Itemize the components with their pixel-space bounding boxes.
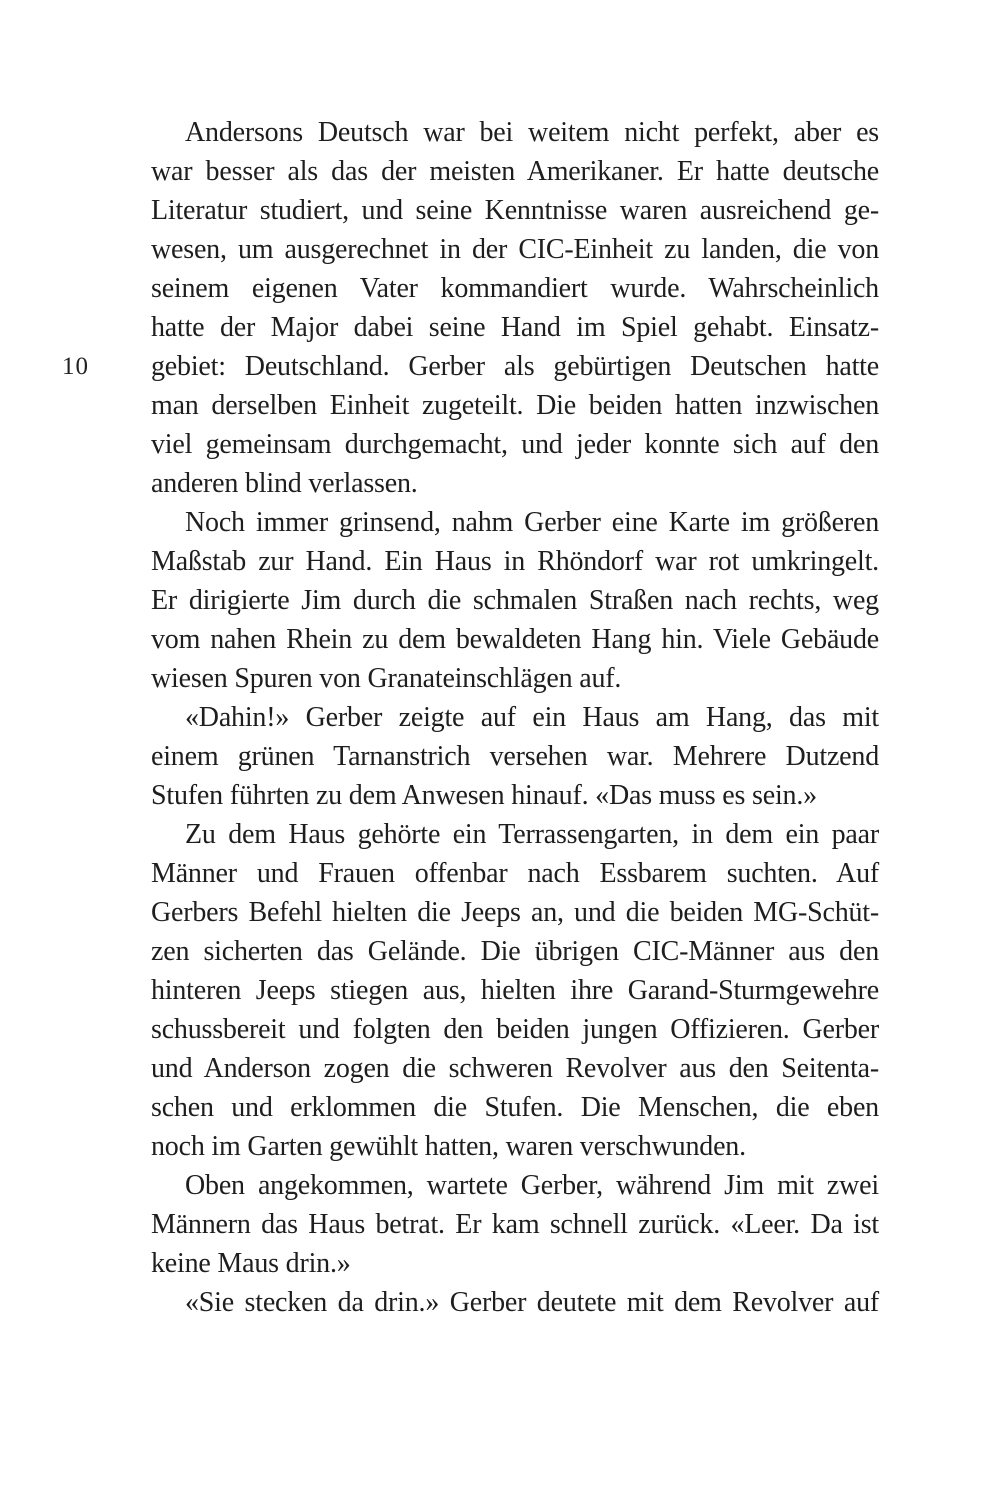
text-line: und Anderson zogen die schweren Revolver aus den Seitenta-: [151, 1053, 879, 1084]
text-line: Stufen führten zu dem Anwesen hinauf. «Das muss es sein.»: [151, 780, 817, 811]
text-line: Oben angekommen, wartete Gerber, während Jim mit zwei: [185, 1170, 879, 1201]
text-line: vom nahen Rhein zu dem bewaldeten Hang hin. Viele Gebäude: [151, 624, 879, 655]
text-line: man derselben Einheit zugeteilt. Die beiden hatten inzwischen: [151, 390, 879, 421]
text-line: hinteren Jeeps stiegen aus, hielten ihre Garand-Sturmgewehre: [151, 975, 879, 1006]
text-line: gebiet: Deutschland. Gerber als gebürtigen Deutschen hatte: [151, 351, 879, 382]
paragraph: [151, 698, 879, 815]
page-number: 10: [62, 353, 89, 380]
paragraph: [151, 1166, 879, 1283]
paragraph: [151, 815, 879, 1166]
text-line: viel gemeinsam durchgemacht, und jeder konnte sich auf den: [151, 429, 879, 460]
text-line: schussbereit und folgten den beiden jungen Offizieren. Gerber: [151, 1014, 879, 1045]
text-line: Männern das Haus betrat. Er kam schnell zurück. «Leer. Da ist: [151, 1209, 879, 1240]
text-line: schen und erklommen die Stufen. Die Menschen, die eben: [151, 1092, 879, 1123]
text-line: «Dahin!» Gerber zeigte auf ein Haus am Hang, das mit: [185, 702, 879, 733]
text-line: «Sie stecken da drin.» Gerber deutete mit dem Revolver auf: [185, 1287, 879, 1318]
text-line: Maßstab zur Hand. Ein Haus in Rhöndorf war rot umkringelt.: [151, 546, 879, 577]
text-line: noch im Garten gewühlt hatten, waren verschwunden.: [151, 1131, 746, 1162]
text-line: seinem eigenen Vater kommandiert wurde. Wahrscheinlich: [151, 273, 879, 304]
paragraph: [151, 113, 879, 503]
text-line: Literatur studiert, und seine Kenntnisse waren ausreichend ge-: [151, 195, 879, 226]
text-line: zen sicherten das Gelände. Die übrigen CIC-Männer aus den: [151, 936, 879, 967]
text-line: anderen blind verlassen.: [151, 468, 418, 499]
text-line: Gerbers Befehl hielten die Jeeps an, und die beiden MG-Schüt-: [151, 897, 879, 928]
text-line: hatte der Major dabei seine Hand im Spiel gehabt. Einsatz-: [151, 312, 879, 343]
text-line: keine Maus drin.»: [151, 1248, 351, 1279]
text-line: Männer und Frauen offenbar nach Essbarem suchten. Auf: [151, 858, 879, 889]
text-line: Andersons Deutsch war bei weitem nicht perfekt, aber es: [185, 117, 879, 148]
text-line: wesen, um ausgerechnet in der CIC-Einheit zu landen, die von: [151, 234, 879, 265]
text-block: [151, 113, 879, 1322]
paragraph: [151, 1283, 879, 1322]
text-line: Er dirigierte Jim durch die schmalen Straßen nach rechts, weg: [151, 585, 879, 616]
text-line: Noch immer grinsend, nahm Gerber eine Karte im größeren: [185, 507, 879, 538]
text-line: wiesen Spuren von Granateinschlägen auf.: [151, 663, 622, 694]
paragraph: [151, 503, 879, 698]
text-line: Zu dem Haus gehörte ein Terrassengarten, in dem ein paar: [185, 819, 879, 850]
text-line: einem grünen Tarnanstrich versehen war. Mehrere Dutzend: [151, 741, 879, 772]
text-line: war besser als das der meisten Amerikaner. Er hatte deutsche: [151, 156, 879, 187]
